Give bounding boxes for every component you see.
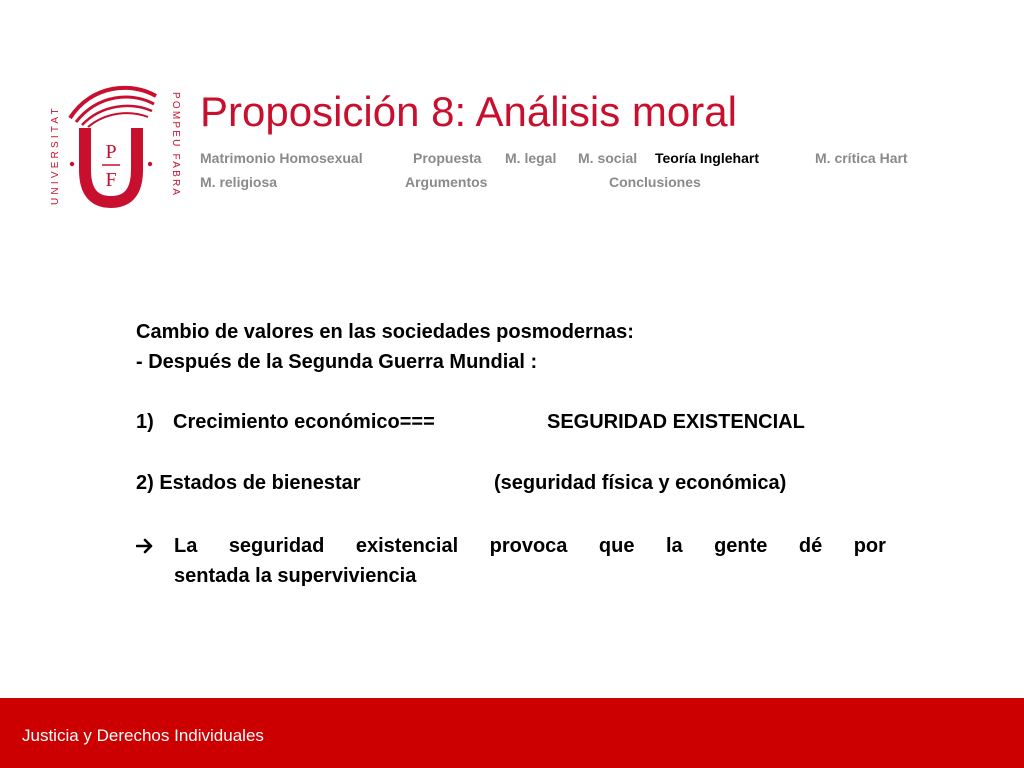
arrow-right-icon: [136, 538, 154, 554]
conclusion-word: por: [853, 535, 886, 557]
conclusion-word: gente: [714, 535, 768, 557]
logo-right-text: POMPEU FABRA: [170, 92, 181, 198]
content-subheading: - Después de la Segunda Guerra Mundial :: [136, 351, 538, 373]
conclusion-word: la: [665, 535, 683, 557]
conclusion-word: La: [174, 535, 198, 557]
nav-item-teoria-inglehart[interactable]: Teoría Inglehart: [655, 150, 759, 166]
upf-logo-icon: [40, 80, 190, 210]
content-heading: Cambio de valores en las sociedades posmodernas:: [136, 321, 634, 343]
conclusion-words: [174, 532, 886, 560]
conclusion-word: provoca: [489, 535, 568, 557]
university-logo: [40, 80, 190, 210]
nav-item-m-religiosa[interactable]: M. religiosa: [200, 174, 278, 190]
list-item-1: [136, 408, 886, 436]
nav-item-propuesta[interactable]: Propuesta: [413, 150, 482, 166]
list-item-1-text: Crecimiento económico===: [173, 411, 435, 433]
list-item-1-result: SEGURIDAD EXISTENCIAL: [547, 411, 805, 433]
nav-item-matrimonio-homosexual[interactable]: Matrimonio Homosexual: [200, 150, 363, 166]
logo-dot-right: [148, 162, 152, 166]
footer-bar: [0, 698, 1024, 768]
logo-left-text: UNIVERSITAT: [50, 105, 61, 205]
conclusion-word: seguridad: [228, 535, 325, 557]
list-item-2: [136, 469, 886, 497]
conclusion-line-1: [136, 532, 886, 560]
nav-item-conclusiones[interactable]: Conclusiones: [609, 174, 701, 190]
conclusion-word: que: [598, 535, 635, 557]
logo-monogram-bottom: F: [105, 169, 117, 191]
conclusion-line-2: sentada la superviviencia: [174, 565, 417, 587]
list-item-2-text: 2) Estados de bienestar: [136, 472, 361, 494]
list-item-2-detail: (seguridad física y económica): [494, 472, 787, 494]
footer-text: Justicia y Derechos Individuales: [22, 726, 264, 745]
nav-item-m-critica-hart[interactable]: M. crítica Hart: [815, 150, 908, 166]
logo-monogram-top: P: [105, 141, 117, 163]
conclusion-word: dé: [798, 535, 823, 557]
flame-icon: [70, 88, 156, 127]
nav-item-m-social[interactable]: M. social: [578, 150, 638, 166]
nav-item-argumentos[interactable]: Argumentos: [405, 174, 488, 190]
list-item-1-number: 1): [136, 411, 154, 433]
nav-item-m-legal[interactable]: M. legal: [505, 150, 557, 166]
logo-dot-left: [70, 162, 74, 166]
conclusion-word: existencial: [355, 535, 459, 557]
page-title: Proposición 8: Análisis moral: [200, 88, 737, 135]
